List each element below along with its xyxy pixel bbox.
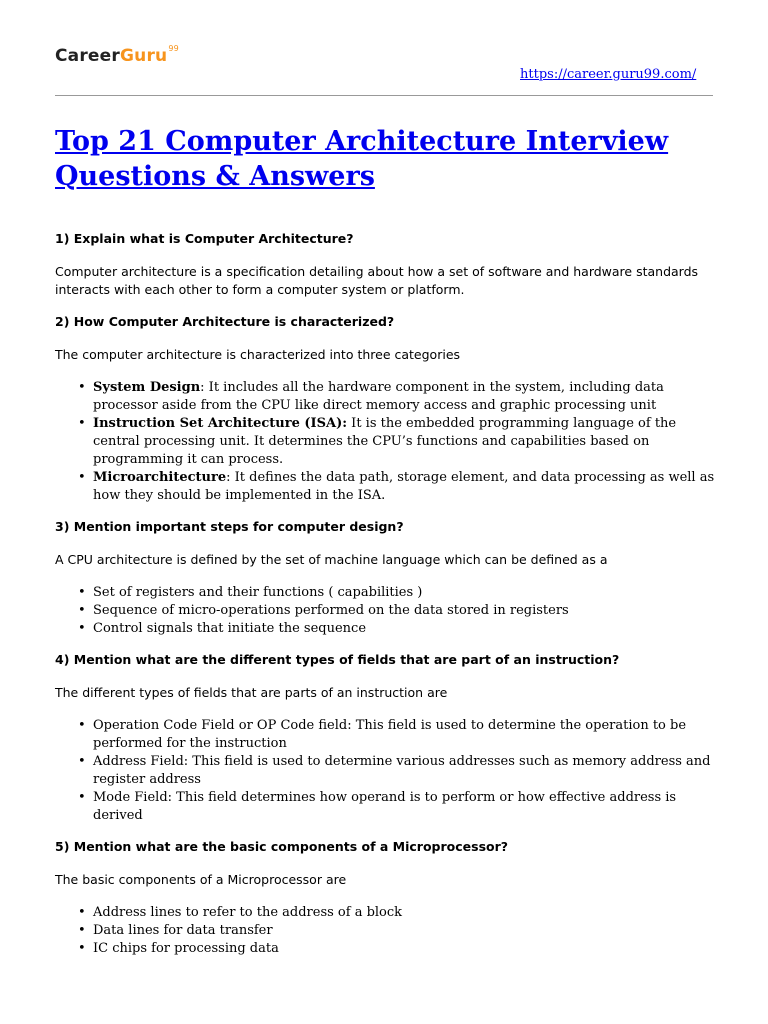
answer-3: A CPU architecture is defined by the set of machine language which can be defined as a (55, 552, 608, 567)
page-title-link[interactable]: Top 21 Computer Architecture Interview Questions & Answers (55, 126, 669, 192)
list-item: • Sequence of micro-operations performed on the data stored in registers (93, 602, 715, 620)
header-divider (55, 95, 713, 96)
list-item: • Address lines to refer to the address of a block (93, 904, 715, 922)
qa-content (55, 231, 715, 972)
question-1: 1) Explain what is Computer Architecture? (55, 231, 354, 246)
list-item (93, 415, 715, 469)
answer-5-list (55, 904, 715, 958)
list-item: • Data lines for data transfer (93, 922, 715, 940)
answer-3-list (55, 584, 715, 638)
answer-4: The different types of fields that are parts of an instruction are (55, 685, 448, 700)
list-item: • Mode Field: This field determines how operand is to perform or how effective address is derived (93, 789, 715, 825)
list-item: • Control signals that initiate the sequence (93, 620, 715, 638)
answer-1: Computer architecture is a specification detailing about how a set of software and hardware standards interacts with each other to form a computer system or platform. (55, 264, 699, 297)
answer-2-list (55, 379, 715, 505)
answer-4-list (55, 717, 715, 825)
logo-guru-text: Guru (119, 46, 168, 66)
logo-99-superscript: 99 (168, 44, 179, 53)
list-item (93, 379, 715, 415)
list-item: • IC chips for processing data (93, 940, 715, 958)
list-item: • Operation Code Field or OP Code field: This field is used to determine the operation to be performed for the instruction (93, 717, 715, 753)
question-5: 5) Mention what are the basic components of a Microprocessor? (55, 839, 509, 854)
answer-5: The basic components of a Microprocessor are (55, 872, 347, 887)
question-4: 4) Mention what are the different types of fields that are part of an instruction? (55, 652, 620, 667)
list-item-text: : It includes all the hardware component in the system, including data processor aside from the CPU like direct memory access and graphic processing unit (93, 380, 664, 413)
careerguru-logo[interactable] (55, 46, 179, 66)
list-item: • Set of registers and their functions ( capabilities ) (93, 584, 715, 602)
answer-2: The computer architecture is characterized into three categories (55, 347, 461, 362)
site-url-link[interactable]: https://career.guru99.com/ (520, 67, 697, 82)
list-item-term: Instruction Set Architecture (ISA): (93, 416, 348, 431)
question-2: 2) How Computer Architecture is characterized? (55, 314, 395, 329)
list-item-term: Microarchitecture (93, 470, 227, 485)
list-item-text: It is the embedded programming language of the central processing unit. It determines the CPU’s functions and capabilities based on programming it can process. (93, 416, 677, 467)
list-item-text: : It defines the data path, storage element, and data processing as well as how they should be implemented in the ISA. (93, 470, 715, 503)
list-item-term: System Design (93, 380, 201, 395)
logo-career-text: Career (55, 46, 120, 66)
list-item (93, 469, 715, 505)
list-item: • Address Field: This field is used to determine various addresses such as memory address and register address (93, 753, 715, 789)
question-3: 3) Mention important steps for computer design? (55, 519, 404, 534)
